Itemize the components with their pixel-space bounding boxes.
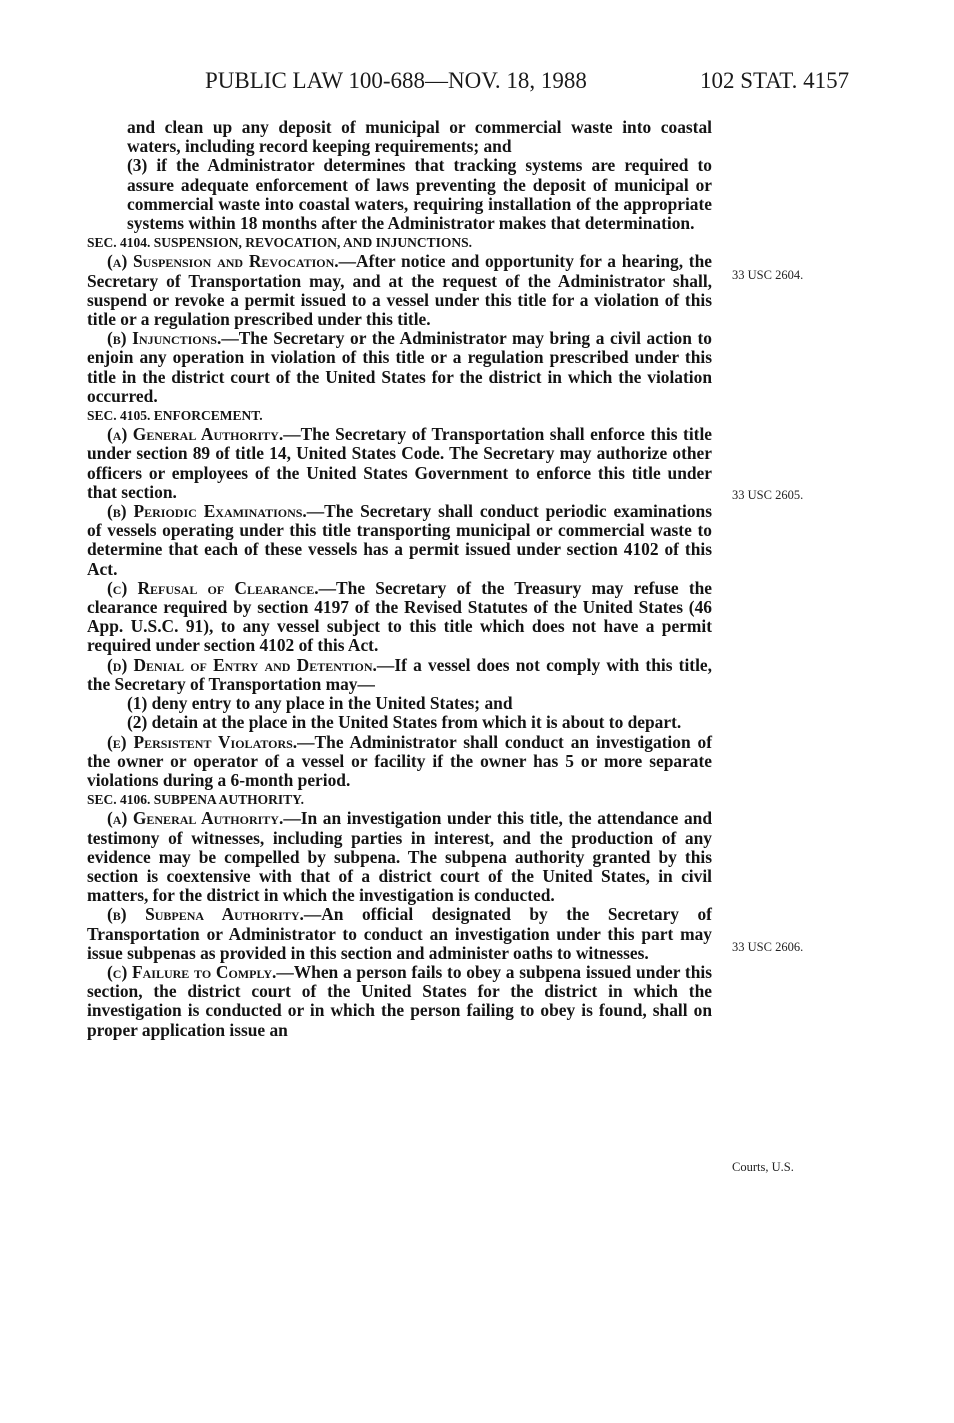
subsection-4106-c (87, 963, 712, 1040)
subsection-text: —The Secretary of Transportation shall enforce this title under section 89 of title 14, United States Code. The Secretary may authorize other officers or employees of the United States Government to enforce this title under that section. (87, 424, 712, 502)
subsection-text: —The Secretary or the Administrator may bring a civil action to enjoin any operation in violation of this title or a regulation prescribed under this title in the district court of the United States for the district in which the violation occurred. (87, 328, 712, 406)
subsection-text: —If a vessel does not comply with this title, the Secretary of Transportation may— (87, 654, 712, 694)
subsection-heading: (c) Refusal of Clearance. (107, 577, 319, 598)
subsection-4106-b (87, 905, 712, 963)
subsection-4105-d (87, 656, 712, 694)
subsection-4105-e (87, 733, 712, 791)
margin-note-courts: Courts, U.S. (732, 1160, 794, 1174)
subsection-text: —After notice and opportunity for a hearing, the Secretary of Transportation may, and at the request of the Administrator shall, suspend or revoke a permit issued to a vessel under this title for a violation of this title or a regulation prescribed under this title. (87, 251, 712, 330)
subsection-heading: (c) Failure to Comply. (107, 961, 277, 982)
margin-note-usc-2606: 33 USC 2606. (732, 940, 804, 954)
paragraph-item-3: (3) if the Administrator determines that tracking systems are required to assure adequate enforcement of laws preventing the deposit of municipal or commercial waste into coastal waters, requiring installation of the appropriate systems within 18 months after the Administrator makes that determination. (127, 155, 712, 234)
subsection-text: —The Secretary of the Treasury may refuse the clearance required by section 4197 of the Revised Statutes of the United States (46 App. U.S.C. 91), to any vessel subject to this title which does not have a permit required under section 4102 of this Act. (87, 577, 712, 656)
subsection-text: —When a person fails to obey a subpena issued under this section, the district court of the United States for the district in which the investigation is conducted or in which the person failing to obey is found, shall on proper application issue an (87, 961, 712, 1040)
subsection-heading: (b) Injunctions. (107, 328, 222, 349)
subsection-heading: (a) Suspension and Revocation. (107, 251, 339, 272)
subsection-text: —An official designated by the Secretary of Transportation or Administrator to conduct an investigation under this part may issue subpenas as provided in this section and administer oaths to witnesses. (87, 904, 712, 963)
running-head: PUBLIC LAW 100-688—NOV. 18, 1988 (205, 68, 587, 93)
subsection-text: —The Secretary shall conduct periodic examinations of vessels operating under this title transporting municipal or commercial waste to determine that each of these vessels has a permit issued under section 4102 of this Act. (87, 501, 712, 579)
margin-note-usc-2605: 33 USC 2605. (732, 488, 804, 502)
subsection-heading: (b) Periodic Examinations. (107, 501, 307, 522)
subsection-4106-a (87, 809, 712, 905)
subsection-heading: (b) Subpena Authority. (107, 904, 304, 925)
margin-note-usc-2604: 33 USC 2604. (732, 268, 804, 282)
subsection-heading: (e) Persistent Violators. (107, 731, 298, 752)
paragraph-4105-d-2: (2) detain at the place in the United States from which it is about to depart. (127, 712, 682, 733)
paragraph-continuation: and clean up any deposit of municipal or commercial waste into coastal waters, including record keeping requirements; and (127, 117, 712, 157)
subsection-4104-a (87, 252, 712, 329)
section-heading-4104: SEC. 4104. SUSPENSION, REVOCATION, AND INJUNCTIONS. (87, 235, 473, 251)
subsection-4105-a (87, 425, 712, 502)
section-heading-4105: SEC. 4105. ENFORCEMENT. (87, 408, 263, 424)
section-heading-4106: SEC. 4106. SUBPENA AUTHORITY. (87, 792, 305, 808)
subsection-text: —In an investigation under this title, the attendance and testimony of witnesses, including parties in interest, and the production of any evidence may be compelled by subpena. The subpena authority granted by this section is coextensive with that of a district court of the United States, in civil matters, for the district in which the investigation is conducted. (87, 808, 712, 906)
subsection-heading: (a) General Authority. (107, 808, 284, 829)
subsection-text: —The Administrator shall conduct an investigation of the owner or operator of a vessel or facility if the owner has 5 or more separate violations during a 6-month period. (87, 731, 712, 790)
statute-page-number: 102 STAT. 4157 (700, 68, 850, 93)
body-text (87, 118, 712, 1040)
subsection-heading: (a) General Authority. (107, 424, 284, 445)
subsection-4104-b (87, 329, 712, 406)
paragraph-4105-d-1: (1) deny entry to any place in the United States; and (127, 693, 513, 714)
page-header (0, 68, 954, 100)
subsection-4105-c (87, 579, 712, 656)
subsection-4105-b (87, 502, 712, 579)
subsection-heading: (d) Denial of Entry and Detention. (107, 654, 377, 675)
